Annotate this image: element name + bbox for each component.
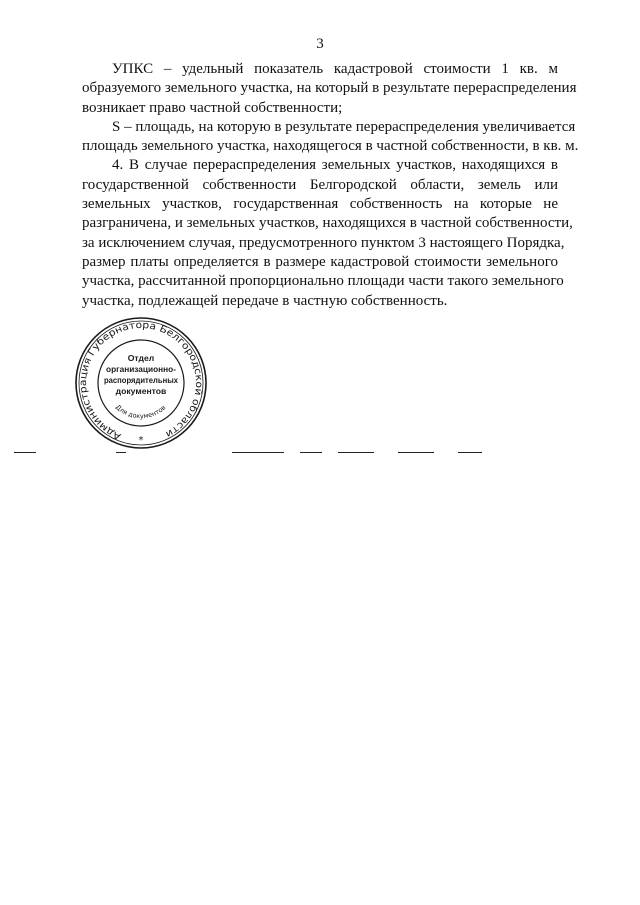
scan-mark [300,452,322,453]
text-line: государственной собственности Белгородской области, земель или [82,176,558,193]
paragraph-4 [82,156,573,310]
text-line: 4. В случае перераспределения земельных участков, находящихся в [112,157,558,174]
text-line: УПКС – удельный показатель кадастровой стоимости 1 кв. м [112,61,558,77]
text-line: возникает право частной собственности; [82,99,343,116]
text-line: S – площадь, на которую в результате перераспределения увеличивается [112,118,576,135]
stamp-inner-line: распорядительных [104,375,179,385]
text-line: земельных участков, государственная собственность на которые не [82,196,558,213]
scan-mark [338,452,374,453]
text-line: площадь земельного участка, находящегося в частной собственности, в кв. м. [82,138,579,155]
stamp-inner-line: организационно- [106,364,177,374]
stamp-star-icon: * [138,435,144,446]
scan-mark [116,452,126,453]
scan-mark [14,452,36,453]
stamp-outer-text: Администрация Губернатора Белгородской области [77,319,205,442]
stamp-inner-line: документов [115,386,167,396]
scan-mark [458,452,482,453]
stamp-inner-line: Отдел [127,353,155,363]
text-line: участка, подлежащей передаче в частную собственность. [82,292,448,309]
text-line: размер платы определяется в размере кадастровой стоимости земельного [82,253,558,270]
scan-mark [232,452,284,453]
text-line: участка, рассчитанной пропорционально площади части такого земельного [82,273,564,290]
text-line: разграничена, и земельных участков, находящихся в частной собственности, [82,215,573,232]
paragraph-s [82,118,579,157]
scan-mark [398,452,434,453]
text-line: за исключением случая, предусмотренного пунктом 3 настоящего Порядка, [82,234,565,251]
document-body [82,60,579,311]
paragraph-upks [82,60,577,118]
stamp-bottom-text: Для документов [113,402,168,421]
official-stamp [74,316,208,450]
page-number: 3 [316,36,324,52]
text-line: образуемого земельного участка, на который в результате перераспределения [82,80,577,97]
